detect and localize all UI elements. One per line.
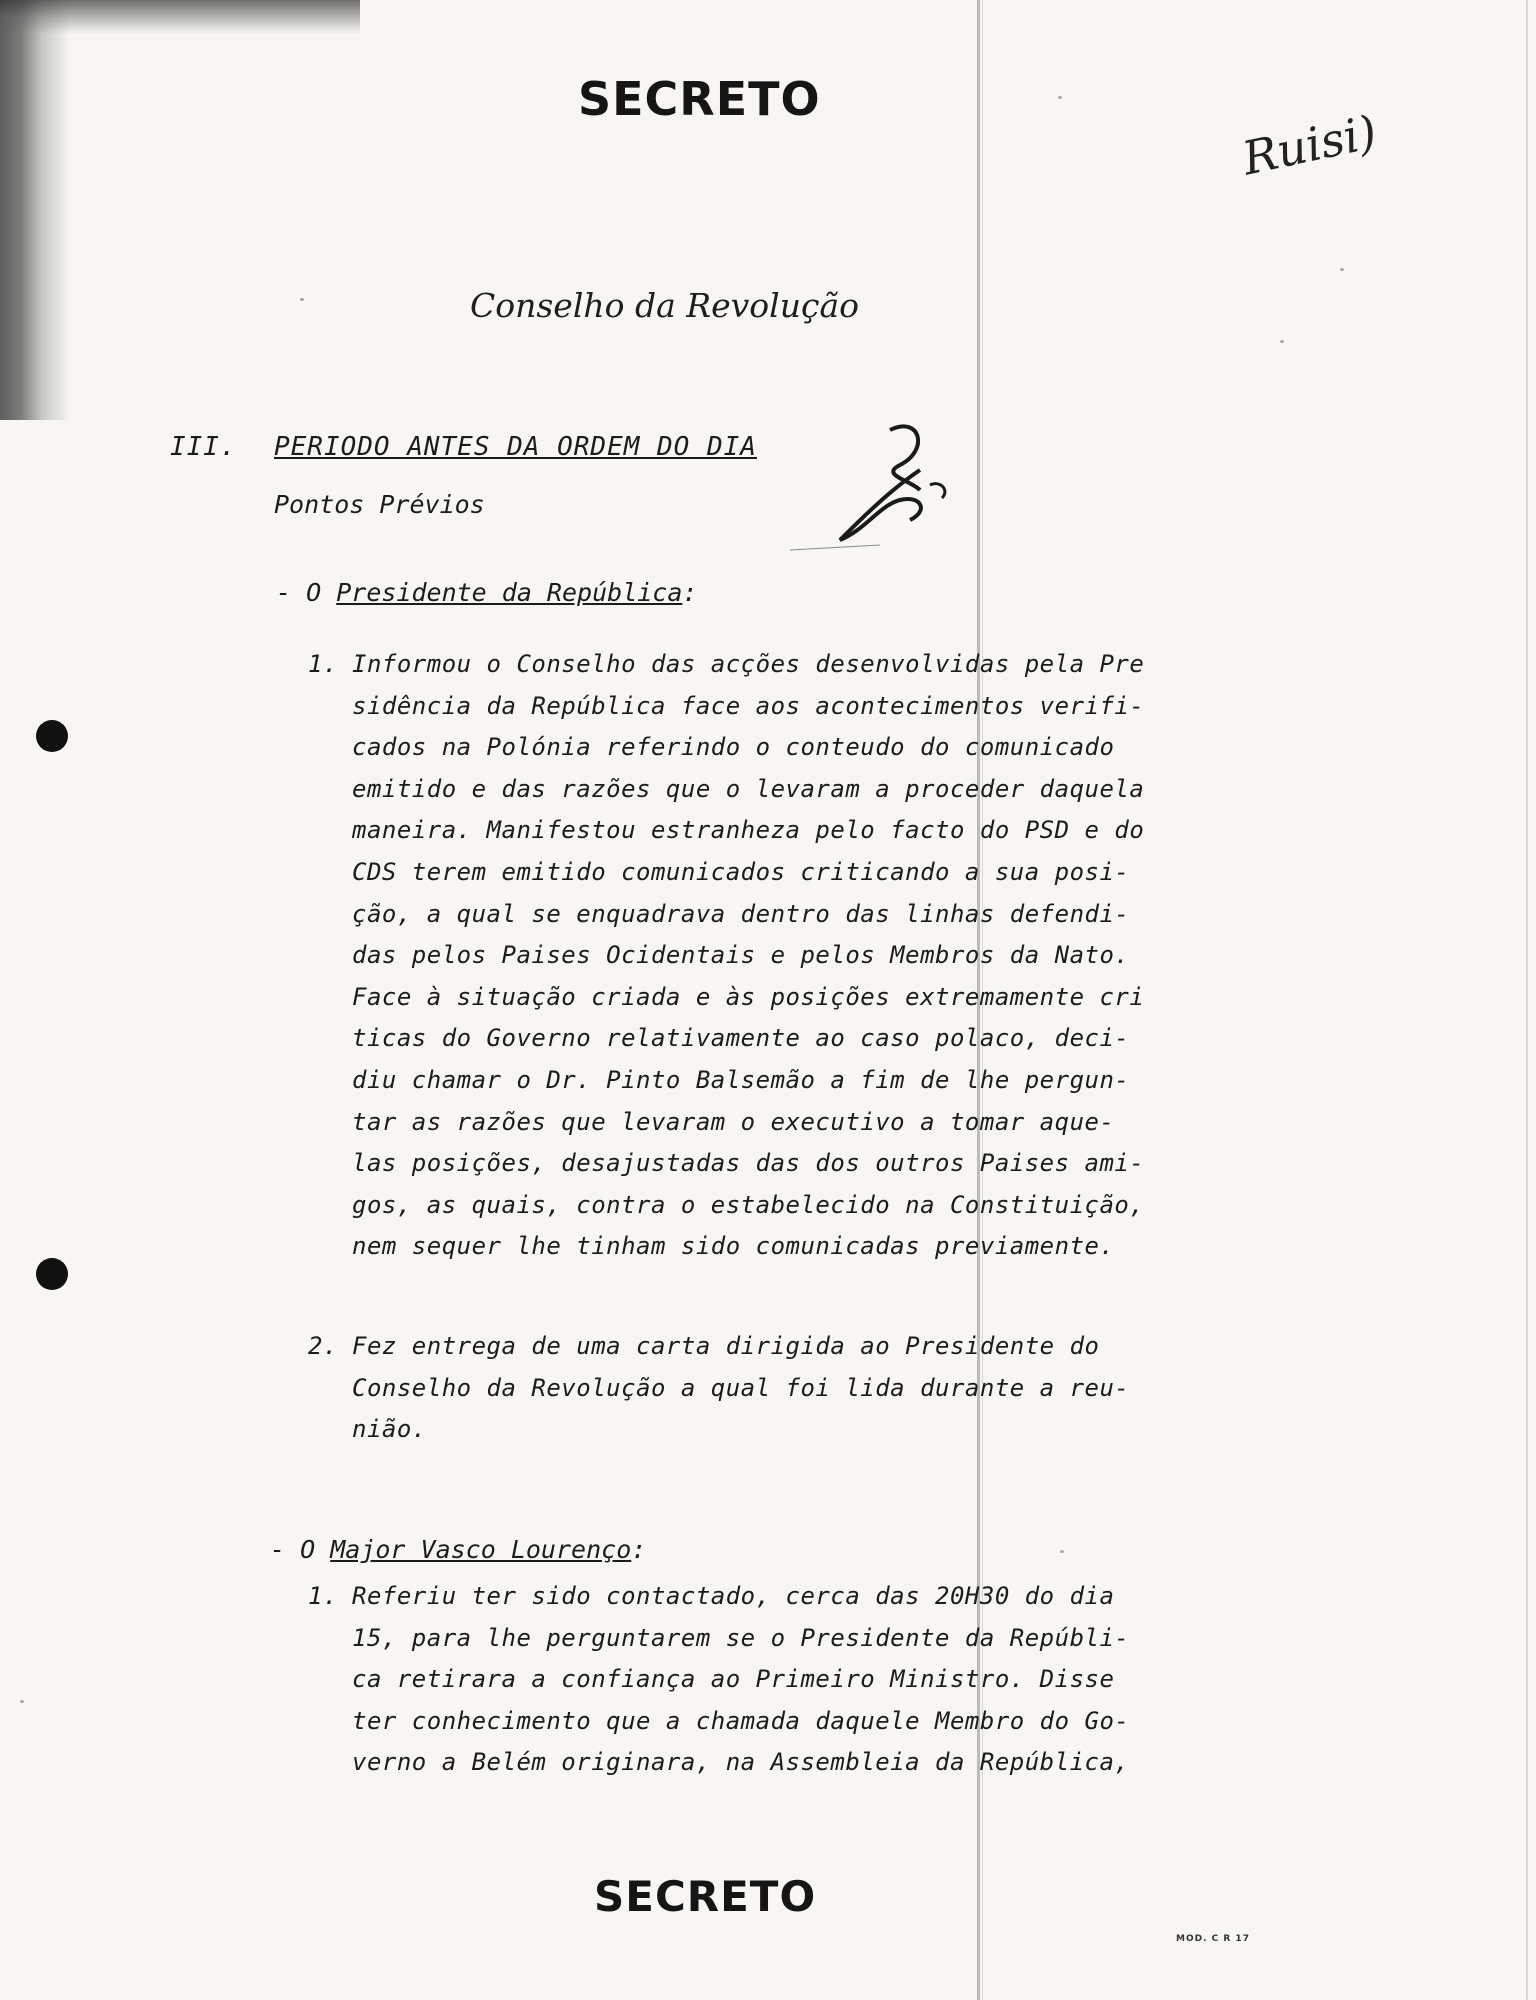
scan-speck [1058, 96, 1062, 99]
handwritten-signature [770, 410, 970, 560]
scan-shadow-left [0, 0, 70, 420]
speaker-name: Major Vasco Lourenço [330, 1535, 632, 1564]
text-line: 15, para lhe perguntarem se o Presidente da Repúbli- [352, 1623, 1130, 1652]
section-number: III. [170, 432, 237, 462]
text-line: emitido e das razões que o levaram a proceder daquela [352, 774, 1145, 803]
text-line: CDS terem emitido comunicados criticando a sua posi- [352, 857, 1130, 886]
paragraph-presidente-2 [308, 1326, 1130, 1451]
text-line: nião. [352, 1415, 427, 1444]
text-line: sidência da República face aos acontecimentos verifi- [352, 691, 1145, 720]
text-line: Face à situação criada e às posições extremamente cri [352, 982, 1145, 1011]
text-line: tar as razões que levaram o executivo a tomar aque- [352, 1107, 1115, 1136]
text-line: das pelos Paises Ocidentais e pelos Membros da Nato. [352, 941, 1130, 970]
handwritten-annotation: Ruisi) [1237, 104, 1382, 186]
form-code: MOD. C R 17 [1176, 1934, 1250, 1944]
text-line: Fez entrega de uma carta dirigida ao Presidente do [352, 1332, 1100, 1360]
scan-speck [20, 1700, 24, 1703]
section-title: PERIODO ANTES DA ORDEM DO DIA [274, 432, 757, 462]
scan-speck [1060, 1550, 1064, 1553]
speaker-heading-major [270, 1535, 646, 1564]
speaker-name: Presidente da República [336, 578, 683, 607]
speaker-dash: - O [276, 578, 337, 607]
classification-stamp-top: SECRETO [578, 72, 821, 126]
text-line: maneira. Manifestou estranheza pelo facto do PSD e do [352, 816, 1145, 845]
text-line: ticas do Governo relativamente ao caso polaco, deci- [352, 1024, 1130, 1053]
paragraph-presidente-1 [308, 644, 1145, 1268]
text-line: Informou o Conselho das acções desenvolvidas pela Pre [352, 650, 1145, 678]
paragraph-number: 1. [308, 1582, 338, 1610]
text-line: gos, as quais, contra o estabelecido na Constituição, [352, 1190, 1145, 1219]
text-line: diu chamar o Dr. Pinto Balsemão a fim de lhe pergun- [352, 1065, 1130, 1094]
text-line: cados na Polónia referindo o conteudo do comunicado [352, 733, 1115, 762]
speaker-dash: - O [270, 1535, 331, 1564]
section-heading [170, 432, 757, 462]
text-line: Conselho da Revolução a qual foi lida durante a reu- [352, 1373, 1130, 1402]
text-line: Referiu ter sido contactado, cerca das 20H30 do dia [352, 1582, 1115, 1610]
scan-speck [1340, 268, 1344, 271]
text-line: ção, a qual se enquadrava dentro das linhas defendi- [352, 899, 1130, 928]
speaker-colon: : [682, 578, 698, 607]
speaker-heading-presidente [276, 578, 697, 607]
page-edge-right [1526, 0, 1528, 2000]
letterhead: Conselho da Revolução [470, 286, 860, 325]
scan-shadow-top [0, 0, 360, 34]
paragraph-number: 1. [308, 650, 338, 678]
section-subtitle: Pontos Prévios [274, 490, 485, 519]
speaker-colon: : [631, 1535, 647, 1564]
text-line: ca retirara a confiança ao Primeiro Ministro. Disse [352, 1665, 1115, 1694]
classification-stamp-bottom: SECRETO [594, 1872, 817, 1921]
text-line: nem sequer lhe tinham sido comunicadas previamente. [352, 1232, 1115, 1261]
paragraph-major-1 [308, 1576, 1130, 1784]
punch-hole-top [36, 720, 68, 752]
paragraph-number: 2. [308, 1332, 338, 1360]
scan-speck [300, 298, 304, 301]
text-line: las posições, desajustadas das dos outros Paises ami- [352, 1149, 1145, 1178]
scan-speck [1280, 340, 1284, 343]
text-line: verno a Belém originara, na Assembleia da República, [352, 1748, 1130, 1777]
text-line: ter conhecimento que a chamada daquele Membro do Go- [352, 1706, 1130, 1735]
punch-hole-bottom [36, 1258, 68, 1290]
